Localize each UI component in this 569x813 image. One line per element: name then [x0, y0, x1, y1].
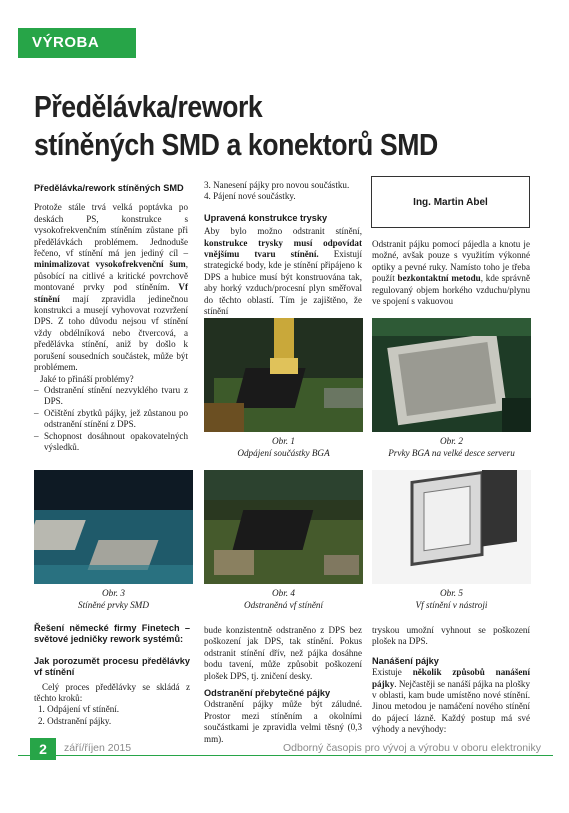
- lower-column-3: [372, 625, 530, 736]
- col3-paragraph: Odstranit pájku pomocí pájedla a knotu je možné, avšak pouze s využitím výkonné optiky a pevné ruky. Namísto toho je třeba použít bezkontaktní metodu, kde správně regulovaný objem horkého vzduchu/plynu ve spojení s vakuovou: [372, 239, 530, 307]
- caption-5: Obr. 5 Vf stínění v nástroji: [415, 588, 488, 610]
- photo-shield-in-tool: [372, 470, 531, 584]
- list-item: – Očištění zbytků pájky, jež zůstanou po odstranění stínění z DPS.: [34, 408, 188, 431]
- column-1: [34, 183, 188, 453]
- caption-1: Obr. 1 Odpájení součástky BGA: [237, 436, 330, 458]
- col1-heading: Předělávka/rework stíněných SMD: [34, 183, 184, 193]
- column-3: [372, 239, 530, 307]
- list-item: – Schopnost dosáhnout opakovatelných výsledků.: [34, 431, 188, 454]
- column-2: [204, 180, 362, 317]
- lower3-paragraph-2: Existuje několik způsobů nanášení pájky. Nejčastěji se nanáší pájka na plošky v oblasti, kam bude umístěno nové stínění. Jinou metodou je namáčení nového stínění do pájecí lázně. Každý postup má své výhody a nevýhody:: [372, 667, 531, 735]
- footer-journal: Odborný časopis pro vývoj a výrobu v oboru elektroniky: [283, 742, 541, 754]
- title-line-1: Předělávka/rework: [34, 89, 263, 124]
- lower3-paragraph-1: tryskou umožní vyhnout se poškození plošek na DPS.: [372, 625, 530, 647]
- lower2-paragraph-2: Odstranění pájky může být záludné. Prostor mezi stíněním a okolními součástkami je zpravidla velmi těsný (0,3 mm).: [204, 699, 362, 744]
- caption-3: Obr. 3 Stíněné prvky SMD: [78, 588, 149, 610]
- caption-2: Obr. 2 Prvky BGA na velké desce serveru: [388, 436, 515, 458]
- col2-heading: Upravená konstrukce trysky: [204, 212, 328, 223]
- section-tag: VÝROBA: [18, 28, 136, 58]
- col1-problem-list: [34, 385, 188, 453]
- col1-paragraph: Protože stále trvá velká poptávka po deskách PS, konstrukce s vysokofrekvenčním stíněním zůstane při předělávkách problémem. Jednoduše řečeno, vf stínění má jen jediný cíl – minimalizovat vysokofrekvenční šum, působící na citlivé a kritické povrchově montované prvky pod stíněním. Vf stínění mají zpravidla jedinečnou konstrukci a musejí vyhovovat rozvržení DPS. Z toho důvodu nejsou vf stínění vždy obdélníková nebo čtvercová, a předělávka stínění, aniž by došlo k porušení sousedních součástek, může být problémem.: [34, 202, 188, 373]
- solder-application-heading: Nanášení pájky: [372, 655, 439, 666]
- photo-5-image: [372, 470, 531, 584]
- process-paragraph: Celý proces předělávky se skládá z těchto kroků:: [34, 681, 190, 704]
- caption-4: Obr. 4 Odstraněná vf stínění: [243, 588, 324, 610]
- photo-removed-shields: [204, 470, 363, 584]
- col1-question: Jaké to přináší problémy?: [40, 373, 134, 384]
- list-item: 4. Pájení nové součástky.: [204, 191, 296, 202]
- finetech-heading: Řešení německé firmy Finetech – světové jedničky rework systémů:: [34, 623, 190, 645]
- list-item: – Odstranění stínění nezvyklého tvaru z DPS.: [34, 385, 188, 408]
- lower2-paragraph-1: bude konzistentně odstraněno z DPS bez poškození jak DPS, tak stínění. Pokus odstranit stínění dřív, než pájka dosáhne bodu tavení, může způsobit poškození plošek DPS, tj. zničení desky.: [204, 625, 362, 681]
- footer-issue: září/říjen 2015: [64, 742, 132, 754]
- photo-4-image: [204, 470, 363, 584]
- lower-column-2: [204, 625, 362, 745]
- lower-column-1: [34, 623, 190, 727]
- process-heading: Jak porozumět procesu předělávky vf stínění: [34, 655, 190, 678]
- photo-2-image: [372, 318, 531, 432]
- col2-paragraph: Aby bylo možno odstranit stínění, konstrukce trysky musí odpovídat vnějšímu tvaru stínění. Existují strategické body, kde je stínění připájeno k DPS a hubice musí být konstruována tak, aby horký vzduch/procesní plyn směřoval do těchto oblastí. Tím je zajištěno, že stínění: [204, 226, 362, 317]
- photo-bga-desoldering: [204, 318, 363, 432]
- footer-rule: [18, 755, 553, 756]
- solder-removal-heading: Odstranění přebytečné pájky: [204, 688, 331, 699]
- author-box: Ing. Martin Abel: [371, 176, 530, 228]
- list-item: 3. Nanesení pájky pro novou součástku.: [204, 180, 350, 190]
- title-line-2: stíněných SMD a konektorů SMD: [34, 127, 438, 162]
- photo-shielded-smd: [34, 470, 193, 584]
- article-title: [34, 88, 481, 164]
- list-item: 2. Odstranění pájky.: [38, 715, 112, 726]
- photo-3-image: [34, 470, 193, 584]
- photo-1-image: [204, 318, 363, 432]
- page-number: 2: [30, 738, 56, 760]
- list-item: 1. Odpájení vf stínění.: [38, 704, 120, 715]
- photo-bga-server-board: [372, 318, 531, 432]
